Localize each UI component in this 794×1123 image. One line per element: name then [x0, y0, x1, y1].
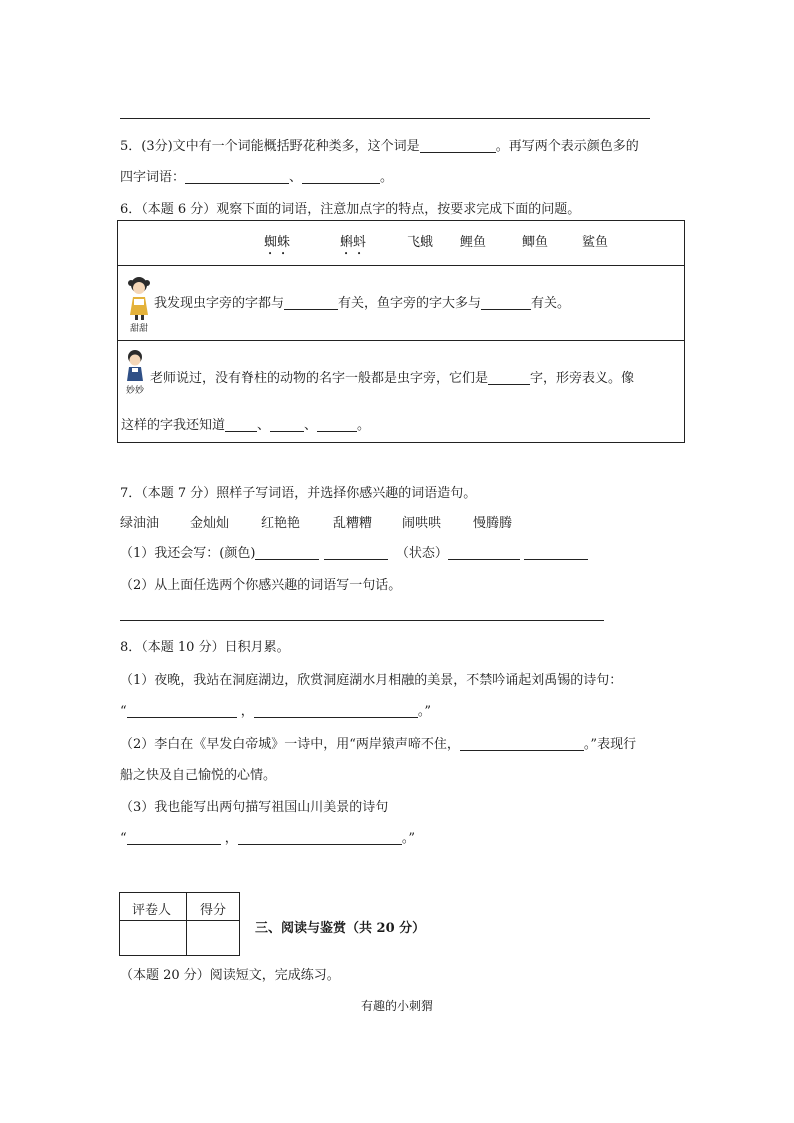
- q6-table: [117, 220, 685, 443]
- q6-word-3: 飞蛾: [407, 235, 434, 250]
- miaomiao-name: 妙妙: [125, 386, 144, 396]
- score-box: [119, 892, 240, 956]
- q7-blank-state-2[interactable]: [524, 545, 588, 560]
- q8-sub2: （2）李白在《早发白帝城》一诗中，用“两岸猿声啼不住， 。”表现行: [120, 737, 637, 752]
- q7-sub2: （2）从上面任选两个你感兴趣的词语写一句话。: [120, 578, 402, 593]
- q6-tiantian-sentence: 我发现虫字旁的字都与 有关，鱼字旁的字大多与 有关。: [154, 296, 571, 311]
- q6-table-divider-1: [118, 265, 684, 266]
- q6-blank-ex-3[interactable]: [317, 417, 357, 432]
- question-5-line1: 5．(3分)文中有一个词能概括野花种类多，这个词是 。再写两个表示颜色多的: [120, 139, 639, 154]
- q6-table-divider-2: [118, 340, 684, 341]
- q8-sub1-answer: “ ， 。”: [120, 704, 431, 719]
- q7-word-6: 慢腾腾: [473, 516, 513, 531]
- q6-word-4: 鲤鱼: [460, 235, 487, 250]
- q8-blank-5[interactable]: [238, 830, 402, 845]
- boy-avatar-icon: [122, 349, 148, 383]
- q6-blank-insect[interactable]: [284, 295, 338, 310]
- q6-blank-type[interactable]: [488, 370, 530, 385]
- tiantian-name: 甜甜: [129, 324, 148, 334]
- q7-sub1: （1）我还会写：(颜色) （状态）: [120, 542, 588, 561]
- q5-blank-1[interactable]: [420, 138, 496, 153]
- story-title: 有趣的小刺猬: [360, 999, 433, 1013]
- q6-blank-fish[interactable]: [481, 295, 531, 310]
- question-5-line2: 四字词语： 、 。: [120, 170, 394, 185]
- miaomiao-avatar: [122, 349, 148, 395]
- q7-blank-state-1[interactable]: [448, 545, 520, 560]
- q7-word-1: 绿油油: [120, 516, 160, 531]
- q8-sub2-cont: 船之快及自己愉悦的心情。: [120, 768, 277, 783]
- q8-blank-3[interactable]: [460, 736, 584, 751]
- answer-line-top[interactable]: [120, 118, 650, 119]
- q6-word-5: 鲫鱼: [522, 235, 549, 250]
- section-3-intro: （本题 20 分）阅读短文，完成练习。: [120, 968, 340, 983]
- section-3-title: 三、阅读与鉴赏（共 20 分）: [255, 921, 426, 936]
- q6-word-1: 蜘蛛: [264, 235, 291, 250]
- q5-blank-3[interactable]: [302, 169, 380, 184]
- q8-sub1: （1）夜晚，我站在洞庭湖边，欣赏洞庭湖水月相融的美景，不禁吟诵起刘禹锡的诗句：: [120, 673, 623, 688]
- score-box-grader-label: 评卷人: [132, 903, 172, 918]
- q6-miaomiao-sentence: 老师说过，没有脊柱的动物的名字一般都是虫字旁，它们是 字，形旁表义。像: [150, 371, 635, 386]
- q8-blank-2[interactable]: [254, 703, 418, 718]
- q5-blank-2[interactable]: [185, 169, 289, 184]
- q7-word-5: 闹哄哄: [402, 516, 442, 531]
- score-box-grader-cell[interactable]: [120, 921, 186, 955]
- q6-word-2: 蝌蚪: [340, 235, 367, 250]
- q7-blank-color-2[interactable]: [324, 545, 388, 560]
- q7-blank-color-1[interactable]: [255, 545, 319, 560]
- tiantian-avatar: [124, 275, 154, 334]
- q6-blank-ex-2[interactable]: [270, 417, 304, 432]
- q7-word-4: 乱糟糟: [333, 516, 373, 531]
- q6-word-6: 鲨鱼: [582, 235, 609, 250]
- q7-word-3: 红艳艳: [261, 516, 301, 531]
- girl-avatar-icon: [124, 275, 154, 321]
- q7-answer-line[interactable]: [120, 620, 604, 621]
- q8-blank-1[interactable]: [127, 703, 237, 718]
- q6-miaomiao-sentence-2: 这样的字我还知道 、 、 。: [121, 418, 371, 433]
- question-6-title: 6．（本题 6 分）观察下面的词语，注意加点字的特点，按要求完成下面的问题。: [120, 202, 581, 217]
- score-box-score-label: 得分: [200, 903, 227, 918]
- q7-word-2: 金灿灿: [190, 516, 230, 531]
- score-box-score-cell[interactable]: [187, 921, 239, 955]
- q8-sub3-answer: “ ， 。”: [120, 831, 415, 846]
- question-7-title: 7．（本题 7 分）照样子写词语，并选择你感兴趣的词语造句。: [120, 486, 477, 501]
- q8-blank-4[interactable]: [127, 830, 221, 845]
- q6-blank-ex-1[interactable]: [225, 417, 257, 432]
- q8-sub3: （3）我也能写出两句描写祖国山川美景的诗句: [120, 800, 389, 815]
- question-8-title: 8．（本题 10 分）日积月累。: [120, 640, 290, 655]
